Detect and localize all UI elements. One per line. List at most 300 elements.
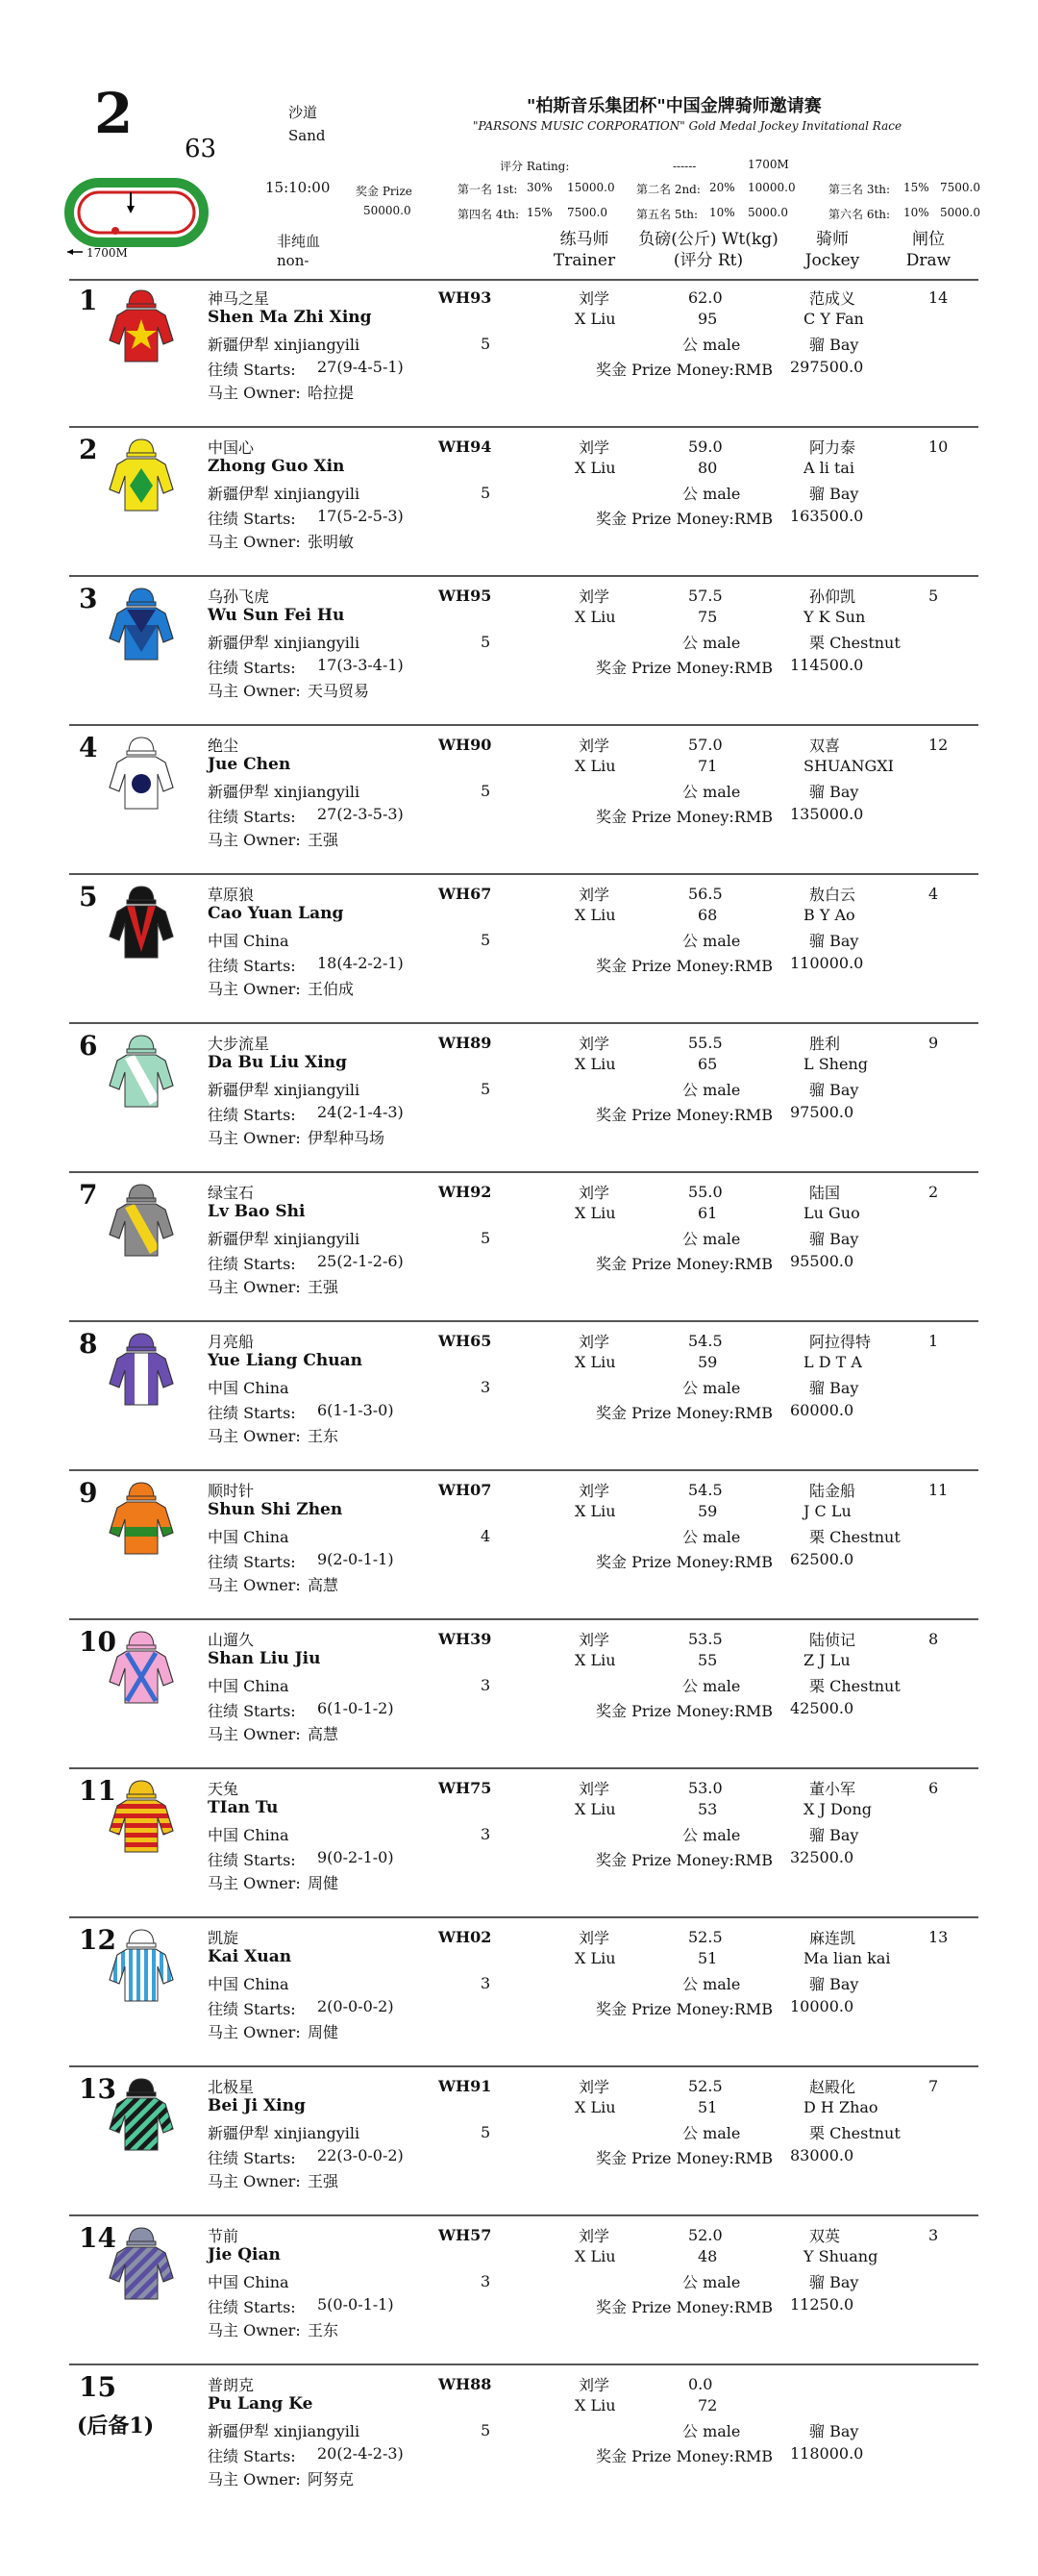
place-label: 第三名 3th: (828, 183, 891, 196)
horse-entry (0, 2367, 1038, 2514)
weight: 55.0 (688, 1183, 723, 1201)
rating-label: 评分 Rating: (500, 160, 570, 173)
entry-divider (69, 2065, 978, 2067)
jockey-cn: 赵殿化 (809, 2078, 856, 2096)
horse-age: 5 (481, 931, 491, 949)
horse-number: 11 (79, 1775, 116, 1807)
rating: 59 (698, 1353, 718, 1371)
horse-name-en: Kai Xuan (208, 1947, 292, 1966)
weight: 57.5 (688, 587, 723, 605)
entry-divider (69, 1022, 978, 1024)
owner-name: 阿努克 (308, 2470, 355, 2488)
horse-name-cn: 乌孙飞虎 (208, 588, 270, 606)
entry-divider (69, 1618, 978, 1620)
owner-name: 高慧 (308, 1576, 339, 1594)
trainer-cn: 刘学 (579, 1780, 610, 1798)
draw: 7 (928, 2077, 939, 2095)
col-trainer-en: Trainer (553, 251, 616, 270)
jockey-en: Z J Lu (803, 1651, 851, 1669)
jockey-silks-icon (108, 734, 175, 814)
rating: 61 (698, 1204, 718, 1222)
place-pct: 20% (709, 181, 735, 194)
starts-record: 27(9-4-5-1) (317, 358, 404, 376)
rating-dashes: ------ (673, 160, 697, 173)
race-title-cn: "柏斯音乐集团杯"中国金牌骑师邀请赛 (527, 96, 822, 116)
trainer-en: X Liu (575, 1800, 616, 1818)
owner-label: 马主 Owner: (208, 2023, 301, 2041)
jockey-en: Y K Sun (803, 608, 866, 626)
rating: 80 (698, 459, 718, 477)
prize-money: 297500.0 (790, 358, 864, 376)
sex: 公 male (682, 783, 741, 801)
entry-divider (69, 873, 978, 875)
trainer-cn: 刘学 (579, 1482, 610, 1500)
draw: 6 (928, 1779, 939, 1797)
owner-label: 马主 Owner: (208, 980, 301, 998)
prize-money: 32500.0 (790, 1848, 854, 1866)
col-weight-en: (评分 Rt) (673, 251, 744, 270)
place-pct: 30% (527, 181, 553, 194)
weight: 62.0 (688, 288, 723, 307)
prize-money: 10000.0 (790, 1997, 854, 2015)
draw: 12 (928, 736, 949, 754)
col-jockey-cn: 骑师 (816, 230, 849, 249)
jockey-silks-icon (108, 1628, 175, 1709)
horse-origin: 中国 China (208, 932, 289, 950)
horse-number: 2 (79, 434, 98, 465)
horse-name-cn: 天兔 (208, 1780, 239, 1798)
trainer-en: X Liu (575, 757, 616, 775)
prize-money: 114500.0 (790, 656, 864, 674)
prize-money: 11250.0 (790, 2295, 854, 2313)
horse-origin: 中国 China (208, 2273, 289, 2291)
weight: 59.0 (688, 438, 723, 456)
prize-money: 118000.0 (790, 2444, 864, 2463)
place-label: 第六名 6th: (828, 208, 891, 221)
horse-age: 5 (481, 2123, 491, 2141)
horse-number: 7 (79, 1179, 98, 1211)
horse-name-en: Shen Ma Zhi Xing (208, 308, 372, 327)
trainer-cn: 刘学 (579, 1184, 610, 1202)
place-label: 第一名 1st: (457, 183, 518, 196)
trainer-en: X Liu (575, 1651, 616, 1669)
horse-code: WH07 (438, 1481, 492, 1499)
horse-name-en: Pu Lang Ke (208, 2394, 313, 2413)
horse-age: 5 (481, 335, 491, 353)
starts-label: 往绩 Starts: (208, 1255, 296, 1273)
owner-label: 马主 Owner: (208, 831, 301, 849)
horse-color: 栗 Chestnut (809, 1677, 901, 1695)
starts-record: 6(1-1-3-0) (317, 1401, 394, 1419)
rating: 72 (698, 2396, 718, 2414)
horse-entry (0, 430, 1038, 577)
draw: 2 (928, 1183, 939, 1201)
starts-record: 24(2-1-4-3) (317, 1103, 404, 1121)
trainer-en: X Liu (575, 310, 616, 328)
horse-code: WH57 (438, 2226, 492, 2244)
place-amount: 15000.0 (567, 181, 615, 194)
owner-label: 马主 Owner: (208, 2172, 301, 2190)
owner-label: 马主 Owner: (208, 1874, 301, 1892)
horse-origin: 新疆伊犁 xinjiangyili (208, 485, 360, 503)
weight: 53.5 (688, 1630, 723, 1648)
prize-money: 83000.0 (790, 2146, 854, 2164)
col-jockey-en: Jockey (804, 251, 860, 270)
place-amount: 7500.0 (567, 206, 607, 219)
jockey-silks-icon (108, 1032, 175, 1113)
weight: 52.0 (688, 2226, 723, 2244)
prize-money: 60000.0 (790, 1401, 854, 1419)
starts-label: 往绩 Starts: (208, 1553, 296, 1571)
col-draw-cn: 闸位 (912, 230, 945, 249)
trainer-cn: 刘学 (579, 1333, 610, 1351)
horse-origin: 中国 China (208, 1677, 289, 1695)
entry-divider (69, 1320, 978, 1322)
starts-record: 5(0-0-1-1) (317, 2295, 394, 2313)
horse-age: 5 (481, 1080, 491, 1098)
jockey-cn: 胜利 (809, 1035, 841, 1053)
surface-en: Sand (288, 127, 326, 144)
prize-money-label: 奖金 Prize Money:RMB (596, 1702, 774, 1720)
draw: 14 (928, 288, 949, 307)
prize-money-label: 奖金 Prize Money:RMB (596, 1255, 774, 1273)
horse-name-en: Zhong Guo Xin (208, 457, 345, 476)
horse-number: 14 (79, 2222, 116, 2254)
weight: 53.0 (688, 1779, 723, 1797)
entry-divider (69, 426, 978, 428)
starts-label: 往绩 Starts: (208, 659, 296, 677)
horse-age: 3 (481, 1378, 491, 1396)
handicap-en: non- (277, 252, 309, 269)
owner-label: 马主 Owner: (208, 1278, 301, 1296)
horse-code: WH39 (438, 1630, 492, 1648)
prize-money-label: 奖金 Prize Money:RMB (596, 659, 774, 677)
weight: 54.5 (688, 1481, 723, 1499)
horse-entry (0, 1920, 1038, 2067)
jockey-silks-icon (108, 1777, 175, 1858)
jockey-silks-icon (108, 287, 175, 367)
horse-entry (0, 281, 1038, 428)
prize-money-label: 奖金 Prize Money:RMB (596, 2000, 774, 2018)
draw: 11 (928, 1481, 949, 1499)
prize-money-label: 奖金 Prize Money:RMB (596, 1106, 774, 1124)
sex: 公 male (682, 336, 741, 354)
horse-age: 5 (481, 1229, 491, 1247)
owner-name: 王强 (308, 2172, 339, 2190)
starts-record: 20(2-4-2-3) (317, 2444, 404, 2463)
entry-divider (69, 1916, 978, 1918)
starts-label: 往绩 Starts: (208, 361, 296, 379)
weight: 57.0 (688, 736, 723, 754)
jockey-silks-icon (108, 2075, 175, 2156)
place-amount: 7500.0 (940, 181, 980, 194)
rating: 48 (698, 2247, 718, 2265)
jockey-silks-icon (108, 1330, 175, 1411)
horse-entry (0, 1473, 1038, 1620)
track-diagram (63, 163, 219, 260)
horse-color: 骝 Bay (809, 2422, 859, 2440)
owner-label: 马主 Owner: (208, 533, 301, 551)
jockey-en: SHUANGXI (803, 757, 894, 775)
trainer-en: X Liu (575, 1055, 616, 1073)
horse-color: 栗 Chestnut (809, 2124, 901, 2142)
jockey-silks-icon (108, 883, 175, 963)
prize-money-label: 奖金 Prize Money:RMB (596, 957, 774, 975)
horse-name-en: Bei Ji Xing (208, 2096, 306, 2115)
jockey-cn: 孙仰凯 (809, 588, 856, 606)
horse-number: 10 (79, 1626, 116, 1658)
owner-name: 王伯成 (308, 980, 355, 998)
starts-label: 往绩 Starts: (208, 808, 296, 826)
race-number: 2 (94, 81, 134, 146)
horse-age: 3 (481, 1676, 491, 1694)
jockey-en: Ma lian kai (803, 1949, 891, 1967)
jockey-silks-icon (108, 1181, 175, 1262)
starts-record: 17(5-2-5-3) (317, 507, 404, 525)
sex: 公 male (682, 2124, 741, 2142)
horse-number: 3 (79, 583, 98, 614)
horse-name-cn: 绝尘 (208, 737, 239, 755)
sex: 公 male (682, 2273, 741, 2291)
jockey-en: Lu Guo (803, 1204, 860, 1222)
jockey-en: X J Dong (803, 1800, 872, 1818)
weight: 52.5 (688, 1928, 723, 1946)
jockey-en: J C Lu (803, 1502, 852, 1520)
horse-name-cn: 顺时针 (208, 1482, 255, 1500)
sex: 公 male (682, 1081, 741, 1099)
horse-origin: 中国 China (208, 1379, 289, 1397)
prize-money: 110000.0 (790, 954, 864, 972)
sex: 公 male (682, 932, 741, 950)
starts-record: 9(0-2-1-0) (317, 1848, 394, 1866)
horse-entry (0, 2218, 1038, 2365)
draw: 3 (928, 2226, 939, 2244)
horse-name-en: Yue Liang Chuan (208, 1351, 362, 1370)
horse-color: 栗 Chestnut (809, 1528, 901, 1546)
horse-name-en: Wu Sun Fei Hu (208, 606, 345, 625)
prize-money: 42500.0 (790, 1699, 854, 1717)
horse-code: WH65 (438, 1332, 492, 1350)
starts-label: 往绩 Starts: (208, 2000, 296, 2018)
horse-age: 3 (481, 1825, 491, 1843)
entry-divider (69, 2214, 978, 2216)
race-title-en: "PARSONS MUSIC CORPORATION" Gold Medal Jockey Invitational Race (473, 119, 902, 133)
jockey-en: D H Zhao (803, 2098, 878, 2116)
trainer-cn: 刘学 (579, 737, 610, 755)
horse-name-en: Jue Chen (208, 755, 291, 774)
horse-origin: 新疆伊犁 xinjiangyili (208, 1081, 360, 1099)
horse-number: 6 (79, 1030, 98, 1062)
sex: 公 male (682, 634, 741, 652)
rating: 71 (698, 757, 718, 775)
starts-record: 17(3-3-4-1) (317, 656, 404, 674)
horse-entry (0, 1771, 1038, 1918)
sex: 公 male (682, 485, 741, 503)
horse-code: WH94 (438, 438, 492, 456)
horse-entry (0, 877, 1038, 1024)
trainer-en: X Liu (575, 2247, 616, 2265)
rating: 59 (698, 1502, 718, 1520)
jockey-cn: 陆侦记 (809, 1631, 856, 1649)
horse-origin: 中国 China (208, 1975, 289, 1993)
rating: 51 (698, 2098, 718, 2116)
horse-origin: 中国 China (208, 1826, 289, 1844)
place-amount: 5000.0 (940, 206, 980, 219)
jockey-en: L D T A (803, 1353, 862, 1371)
horse-entry (0, 728, 1038, 875)
horse-code: WH90 (438, 736, 492, 754)
jockey-cn: 双喜 (809, 737, 841, 755)
starts-record: 27(2-3-5-3) (317, 805, 404, 823)
starts-record: 22(3-0-0-2) (317, 2146, 404, 2164)
entry-divider (69, 724, 978, 726)
horse-entry (0, 1175, 1038, 1322)
horse-color: 骝 Bay (809, 1379, 859, 1397)
rating: 55 (698, 1651, 718, 1669)
trainer-en: X Liu (575, 906, 616, 924)
starts-record: 9(2-0-1-1) (317, 1550, 394, 1568)
trainer-en: X Liu (575, 2396, 616, 2414)
prize-money: 62500.0 (790, 1550, 854, 1568)
trainer-en: X Liu (575, 459, 616, 477)
prize-money-label: 奖金 Prize Money:RMB (596, 2447, 774, 2465)
horse-origin: 新疆伊犁 xinjiangyili (208, 336, 360, 354)
horse-color: 骝 Bay (809, 783, 859, 801)
horse-name-cn: 中国心 (208, 438, 255, 457)
horse-name-cn: 北极星 (208, 2078, 255, 2096)
place-amount: 5000.0 (748, 206, 788, 219)
horse-name-en: Shan Liu Jiu (208, 1649, 321, 1668)
horse-number: 8 (79, 1328, 98, 1360)
horse-code: WH91 (438, 2077, 492, 2095)
horse-origin: 新疆伊犁 xinjiangyili (208, 1230, 360, 1248)
trainer-cn: 刘学 (579, 2227, 610, 2245)
horse-name-en: Shun Shi Zhen (208, 1500, 343, 1519)
sex: 公 male (682, 2422, 741, 2440)
horse-name-cn: 山遛久 (208, 1631, 255, 1649)
horse-color: 骝 Bay (809, 2273, 859, 2291)
place-pct: 15% (527, 206, 553, 219)
horse-number: 15 (79, 2371, 116, 2403)
trainer-en: X Liu (575, 2098, 616, 2116)
draw: 8 (928, 1630, 939, 1648)
prize-total: 50000.0 (363, 204, 411, 217)
horse-number: 13 (79, 2073, 116, 2105)
jockey-en: A li tai (803, 459, 855, 477)
rating: 75 (698, 608, 718, 626)
owner-label: 马主 Owner: (208, 682, 301, 700)
horse-number: 5 (79, 881, 98, 913)
col-weight-cn: 负磅(公斤) Wt(kg) (638, 230, 778, 249)
horse-code: WH67 (438, 885, 492, 903)
starts-label: 往绩 Starts: (208, 1404, 296, 1422)
trainer-cn: 刘学 (579, 2078, 610, 2096)
horse-color: 骝 Bay (809, 932, 859, 950)
surface-cn: 沙道 (288, 104, 318, 121)
horse-origin: 新疆伊犁 xinjiangyili (208, 2124, 360, 2142)
prize-money: 135000.0 (790, 805, 864, 823)
trainer-en: X Liu (575, 608, 616, 626)
weight: 0.0 (688, 2375, 713, 2393)
horse-age: 5 (481, 484, 491, 502)
draw: 1 (928, 1332, 939, 1350)
prize-money-label: 奖金 Prize Money:RMB (596, 2149, 774, 2167)
horse-entry (0, 1026, 1038, 1173)
race-distance: 1700M (748, 158, 789, 171)
starts-label: 往绩 Starts: (208, 510, 296, 528)
sex: 公 male (682, 1379, 741, 1397)
prize-label: 奖金 Prize (356, 185, 412, 198)
race-rating-number: 63 (185, 135, 217, 163)
sex: 公 male (682, 1677, 741, 1695)
horse-name-cn: 凯旋 (208, 1929, 239, 1947)
owner-label: 马主 Owner: (208, 1427, 301, 1445)
owner-name: 周健 (308, 2023, 339, 2041)
weight: 55.5 (688, 1034, 723, 1052)
reserve-label: (后备1) (77, 2413, 155, 2438)
place-pct: 10% (709, 206, 735, 219)
starts-label: 往绩 Starts: (208, 2447, 296, 2465)
track-distance-label: 1700M (86, 246, 128, 260)
starts-record: 18(4-2-2-1) (317, 954, 404, 972)
trainer-en: X Liu (575, 1353, 616, 1371)
horse-entry (0, 1324, 1038, 1471)
rating: 51 (698, 1949, 718, 1967)
starts-record: 25(2-1-2-6) (317, 1252, 404, 1270)
rating: 53 (698, 1800, 718, 1818)
horse-color: 骝 Bay (809, 336, 859, 354)
horse-origin: 新疆伊犁 xinjiangyili (208, 2422, 360, 2440)
starts-label: 往绩 Starts: (208, 1106, 296, 1124)
horse-color: 栗 Chestnut (809, 634, 901, 652)
weight: 56.5 (688, 885, 723, 903)
place-amount: 10000.0 (748, 181, 796, 194)
trainer-cn: 刘学 (579, 1929, 610, 1947)
horse-age: 5 (481, 782, 491, 800)
horse-name-cn: 月亮船 (208, 1333, 255, 1351)
jockey-cn: 陆国 (809, 1184, 841, 1202)
jockey-cn: 阿拉得特 (809, 1333, 872, 1351)
prize-money-label: 奖金 Prize Money:RMB (596, 510, 774, 528)
owner-name: 王东 (308, 2321, 339, 2339)
jockey-silks-icon (108, 2224, 175, 2305)
trainer-cn: 刘学 (579, 1035, 610, 1053)
prize-money: 163500.0 (790, 507, 864, 525)
horse-entry (0, 579, 1038, 726)
rating: 95 (698, 310, 718, 328)
horse-name-en: Jie Qian (208, 2245, 281, 2264)
horse-origin: 新疆伊犁 xinjiangyili (208, 634, 360, 652)
jockey-en: L Sheng (803, 1055, 868, 1073)
horse-age: 3 (481, 1974, 491, 1992)
trainer-en: X Liu (575, 1204, 616, 1222)
horse-color: 骝 Bay (809, 485, 859, 503)
trainer-cn: 刘学 (579, 2376, 610, 2394)
starts-record: 6(1-0-1-2) (317, 1699, 394, 1717)
horse-entry (0, 1622, 1038, 1769)
prize-money-label: 奖金 Prize Money:RMB (596, 1404, 774, 1422)
place-label: 第四名 4th: (457, 208, 520, 221)
handicap-cn: 非纯血 (277, 233, 321, 250)
jockey-en: B Y Ao (803, 906, 855, 924)
horse-color: 骝 Bay (809, 1081, 859, 1099)
draw: 13 (928, 1928, 949, 1946)
horse-code: WH89 (438, 1034, 492, 1052)
starts-label: 往绩 Starts: (208, 957, 296, 975)
owner-label: 马主 Owner: (208, 1129, 301, 1147)
horse-name-cn: 节前 (208, 2227, 239, 2245)
sex: 公 male (682, 1528, 741, 1546)
